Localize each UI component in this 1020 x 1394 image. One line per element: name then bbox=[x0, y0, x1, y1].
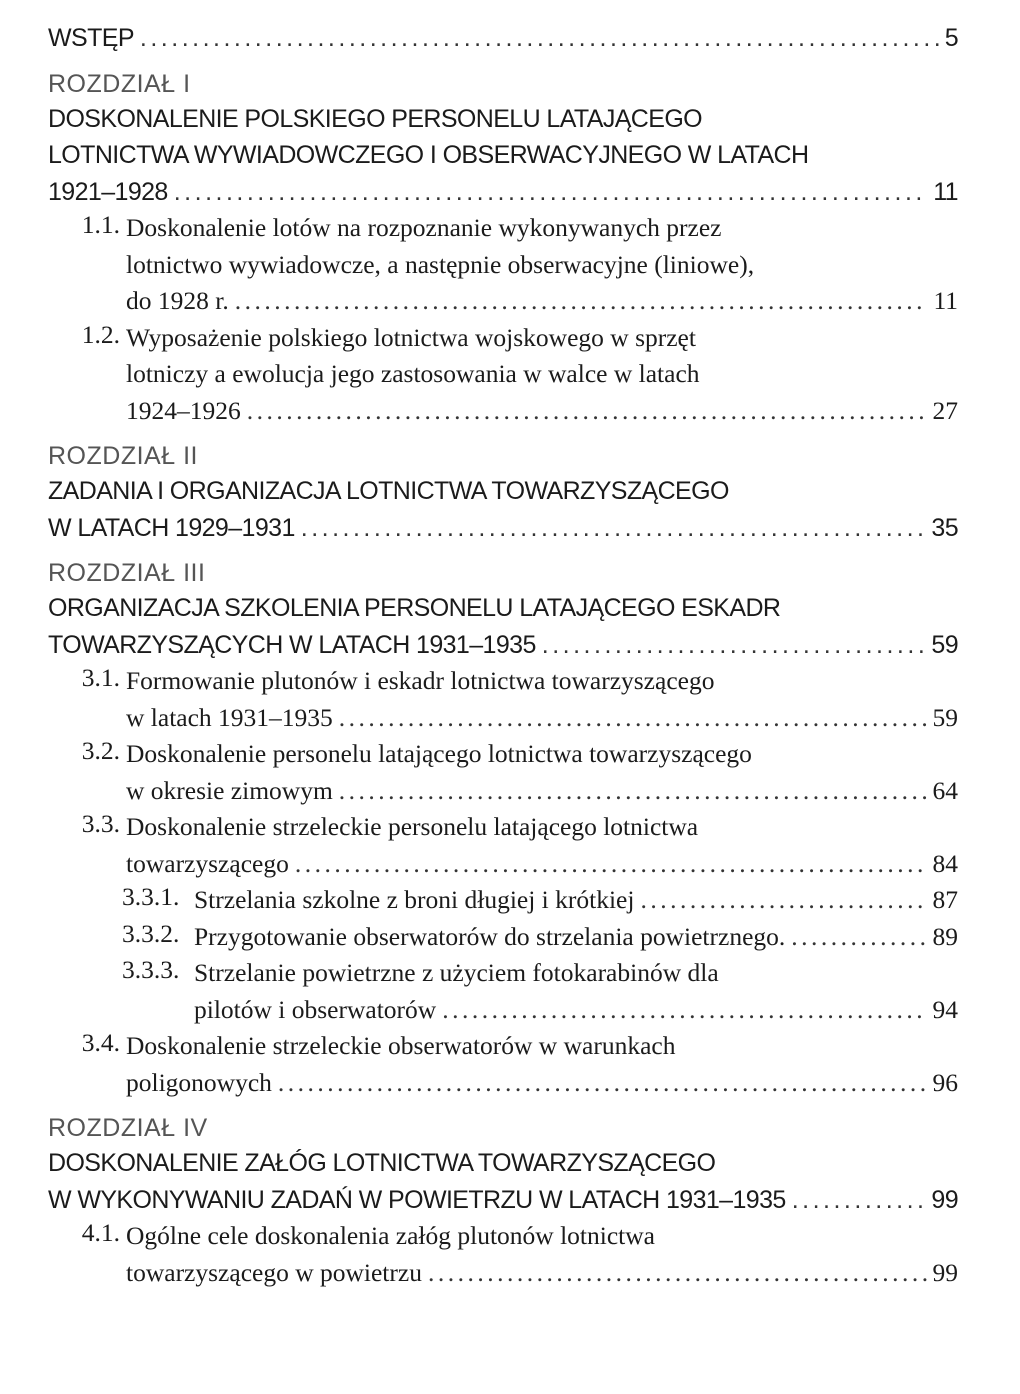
page-number: 96 bbox=[932, 1067, 958, 1097]
dot-leader bbox=[140, 20, 939, 57]
chapter-title-last bbox=[48, 174, 958, 211]
dot-leader bbox=[791, 919, 926, 956]
section-number: 1.2. bbox=[81, 319, 120, 349]
table-of-contents bbox=[48, 20, 958, 1291]
dot-leader bbox=[278, 1065, 927, 1102]
section-number: 4.1. bbox=[81, 1218, 120, 1247]
dot-leader bbox=[542, 627, 926, 664]
section-number: 3.3.3. bbox=[122, 955, 180, 984]
section-title-line: Doskonalenie strzeleckie personelu latającego lotnictwa bbox=[126, 812, 699, 841]
page-number: 11 bbox=[933, 177, 958, 206]
chapter-title-last bbox=[48, 510, 958, 547]
toc-entry-wstep[interactable] bbox=[48, 20, 958, 57]
section-number: 3.3. bbox=[81, 809, 120, 838]
chapter-title-line: DOSKONALENIE POLSKIEGO PERSONELU LATAJĄCEGO bbox=[48, 104, 703, 133]
page-number: 27 bbox=[932, 395, 958, 425]
section-title-line: Doskonalenie lotów na rozpoznanie wykonywanych przez bbox=[126, 213, 722, 242]
page-number: 11 bbox=[933, 286, 958, 315]
page-number: 89 bbox=[932, 921, 958, 951]
section-title-line: Ogólne cele doskonalenia załóg plutonów lotnictwa bbox=[126, 1221, 655, 1250]
page-number: 87 bbox=[932, 885, 958, 914]
section-3-3-3[interactable] bbox=[122, 955, 958, 1028]
section-3-2[interactable] bbox=[48, 736, 958, 809]
chapter-label: ROZDZIAŁ III bbox=[48, 559, 206, 587]
section-1-1[interactable] bbox=[48, 210, 958, 320]
section-title-line: Doskonalenie personelu latającego lotnictwa towarzyszącego bbox=[126, 739, 752, 768]
dot-leader bbox=[235, 283, 928, 320]
section-number: 1.1. bbox=[81, 210, 120, 239]
entry-title: W WYKONYWANIU ZADAŃ W POWIETRZU W LATACH 1931–1935 bbox=[48, 1185, 786, 1214]
page-number: 59 bbox=[932, 702, 958, 732]
section-3-3[interactable] bbox=[48, 809, 958, 882]
section-title-line: Doskonalenie strzeleckie obserwatorów w warunkach bbox=[126, 1031, 676, 1060]
page-number: 35 bbox=[931, 513, 958, 542]
chapter-4[interactable] bbox=[48, 1145, 958, 1218]
chapter-title-line: DOSKONALENIE ZAŁÓG LOTNICTWA TOWARZYSZĄCEGO bbox=[48, 1149, 716, 1177]
entry-title: towarzyszącego bbox=[126, 848, 289, 878]
chapter-label: ROZDZIAŁ IV bbox=[48, 1114, 208, 1142]
section-number: 3.1. bbox=[81, 663, 120, 692]
chapter-title-line: ZADANIA I ORGANIZACJA LOTNICTWA TOWARZYSZĄCEGO bbox=[48, 477, 729, 505]
entry-title: WSTĘP bbox=[48, 24, 134, 52]
section-number: 3.4. bbox=[81, 1028, 120, 1057]
page-number: 94 bbox=[932, 994, 958, 1024]
dot-leader bbox=[247, 393, 927, 430]
dot-leader bbox=[174, 174, 928, 211]
section-title-line: Formowanie plutonów i eskadr lotnictwa towarzyszącego bbox=[126, 666, 715, 695]
chapter-3[interactable] bbox=[48, 590, 958, 663]
dot-leader bbox=[339, 773, 927, 810]
page-number: 64 bbox=[932, 775, 958, 805]
section-4-1[interactable] bbox=[48, 1218, 958, 1291]
section-3-3-2[interactable] bbox=[122, 919, 958, 956]
page-number: 99 bbox=[932, 1257, 958, 1287]
section-number: 3.2. bbox=[81, 736, 120, 765]
entry-title: Przygotowanie obserwatorów do strzelania powietrznego. bbox=[194, 921, 786, 951]
section-3-3-1[interactable] bbox=[122, 882, 958, 919]
entry-title: w okresie zimowym bbox=[126, 775, 333, 805]
section-title-line: lotniczy a ewolucja jego zastosowania w walce w latach bbox=[126, 359, 700, 388]
chapter-title-last bbox=[48, 627, 958, 664]
entry-title: w latach 1931–1935 bbox=[126, 702, 333, 732]
entry-title: towarzyszącego w powietrzu bbox=[126, 1257, 422, 1287]
section-title-line: lotnictwo wywiadowcze, a następnie obserwacyjne (liniowe), bbox=[126, 249, 755, 279]
page-number: 5 bbox=[944, 24, 958, 52]
chapter-2[interactable] bbox=[48, 473, 958, 546]
entry-title: W LATACH 1929–1931 bbox=[48, 513, 295, 542]
section-3-4[interactable] bbox=[48, 1028, 958, 1101]
chapter-label: ROZDZIAŁ II bbox=[48, 442, 198, 470]
chapter-label: ROZDZIAŁ I bbox=[48, 69, 191, 98]
chapter-title-line: LOTNICTWA WYWIADOWCZEGO I OBSERWACYJNEGO W LATACH bbox=[48, 141, 809, 169]
entry-title: 1924–1926 bbox=[126, 395, 241, 425]
dot-leader bbox=[428, 1255, 927, 1292]
dot-leader bbox=[295, 846, 927, 883]
chapter-1[interactable] bbox=[48, 101, 958, 211]
entry-title: 1921–1928 bbox=[48, 177, 168, 206]
entry-title: do 1928 r. bbox=[126, 286, 229, 315]
dot-leader bbox=[792, 1182, 926, 1219]
dot-leader bbox=[640, 882, 926, 919]
section-1-2[interactable] bbox=[48, 320, 958, 430]
entry-title: Strzelania szkolne z broni długiej i krótkiej bbox=[194, 885, 635, 914]
dot-leader bbox=[442, 992, 926, 1029]
section-title-line: Strzelanie powietrzne z użyciem fotokarabinów dla bbox=[194, 958, 719, 987]
section-title-line: Wyposażenie polskiego lotnictwa wojskowego w sprzęt bbox=[126, 322, 696, 352]
chapter-title-line: ORGANIZACJA SZKOLENIA PERSONELU LATAJĄCEGO ESKADR bbox=[48, 594, 781, 622]
entry-title: TOWARZYSZĄCYCH W LATACH 1931–1935 bbox=[48, 630, 536, 659]
page-number: 99 bbox=[931, 1185, 958, 1214]
page-number: 59 bbox=[931, 630, 958, 659]
entry-title: pilotów i obserwatorów bbox=[194, 994, 437, 1024]
dot-leader bbox=[339, 700, 927, 737]
entry-title: poligonowych bbox=[126, 1067, 272, 1097]
section-number: 3.3.1. bbox=[122, 882, 180, 911]
section-number: 3.3.2. bbox=[122, 918, 180, 948]
chapter-title-last bbox=[48, 1182, 958, 1219]
dot-leader bbox=[301, 510, 926, 547]
page-number: 84 bbox=[932, 848, 958, 878]
section-3-1[interactable] bbox=[48, 663, 958, 736]
